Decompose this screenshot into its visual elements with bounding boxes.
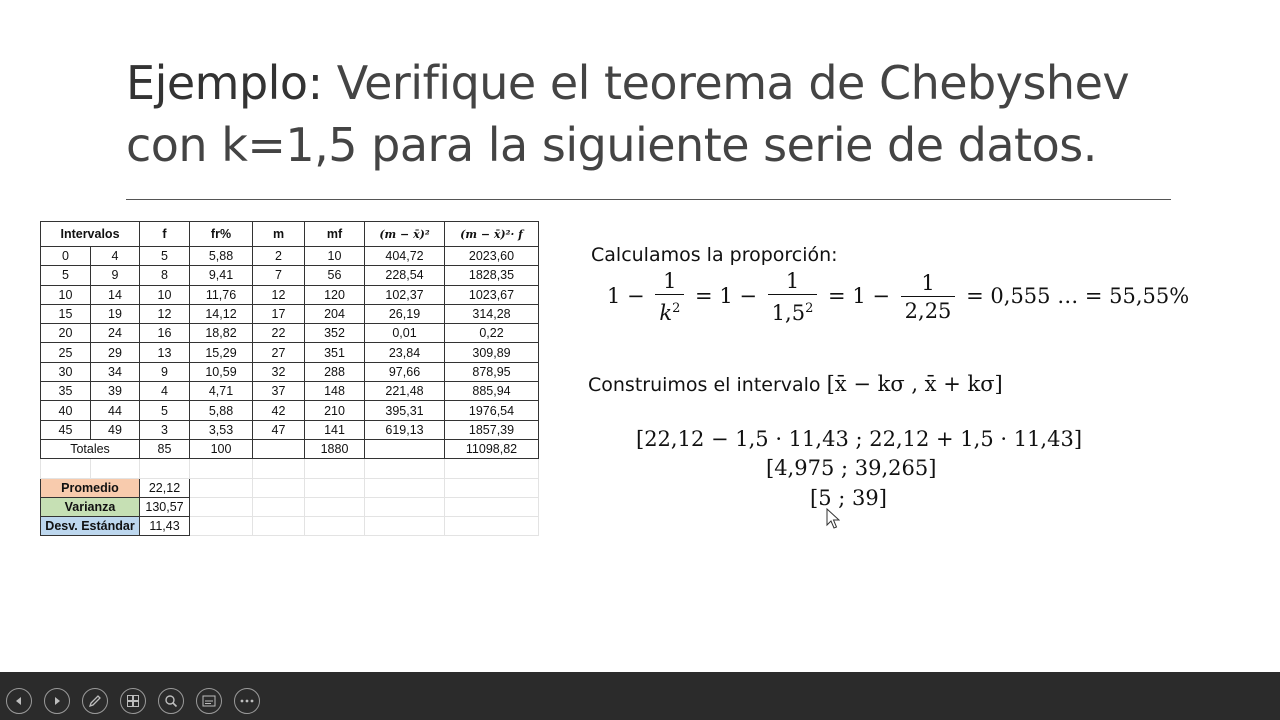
table-cell: 14,12 <box>190 304 253 323</box>
interval-line-1: [22,12 − 1,5 · 11,43 ; 22,12 + 1,5 · 11,43] <box>636 427 1083 451</box>
table-cell: 30 <box>41 362 91 381</box>
totals-mf: 1880 <box>305 439 365 458</box>
empty-cell <box>365 439 445 458</box>
table-cell: 56 <box>305 266 365 285</box>
totals-label: Totales <box>41 439 140 458</box>
promedio-label: Promedio <box>41 478 140 497</box>
table-cell: 5 <box>41 266 91 285</box>
intervalo-formula: [x̄ − kσ , x̄ + kσ] <box>826 372 1003 396</box>
totals-sum: 11098,82 <box>445 439 539 458</box>
title-line2: con k=1,5 para la siguiente serie de datos. <box>126 118 1097 172</box>
table-cell: 49 <box>91 420 140 439</box>
fraction-2-25: $\frac{1}{2,25}$ <box>901 270 956 325</box>
interval-line-2: [4,975 ; 39,265] <box>766 456 937 480</box>
table-cell: 27 <box>253 343 305 362</box>
table-cell: 10 <box>140 285 190 304</box>
table-cell: 120 <box>305 285 365 304</box>
table-cell: 351 <box>305 343 365 362</box>
empty-cell <box>140 459 190 478</box>
table-cell: 35 <box>41 382 91 401</box>
column-header: Intervalos <box>41 222 140 247</box>
previous-icon[interactable] <box>6 688 32 714</box>
subtitles-icon[interactable] <box>196 688 222 714</box>
totals-row <box>41 439 539 458</box>
empty-cell <box>253 497 305 516</box>
table-cell: 10 <box>305 247 365 266</box>
empty-cell <box>305 517 365 536</box>
table-cell: 47 <box>253 420 305 439</box>
table-cell: 42 <box>253 401 305 420</box>
table-cell: 23,84 <box>365 343 445 362</box>
table-cell: 22 <box>253 324 305 343</box>
empty-cell <box>365 459 445 478</box>
table-cell: 5,88 <box>190 401 253 420</box>
table-cell: 7 <box>253 266 305 285</box>
empty-cell <box>190 497 253 516</box>
table-cell: 19 <box>91 304 140 323</box>
table-cell: 12 <box>253 285 305 304</box>
table-row <box>41 304 539 323</box>
table-cell: 16 <box>140 324 190 343</box>
stat-row-promedio <box>41 478 539 497</box>
table-cell: 9,41 <box>190 266 253 285</box>
table-cell: 15 <box>41 304 91 323</box>
table-cell: 395,31 <box>365 401 445 420</box>
table-row <box>41 420 539 439</box>
empty-cell <box>365 497 445 516</box>
table-cell: 18,82 <box>190 324 253 343</box>
table-cell: 4,71 <box>190 382 253 401</box>
table-cell: 0 <box>41 247 91 266</box>
table-cell: 97,66 <box>365 362 445 381</box>
table-cell: 37 <box>253 382 305 401</box>
column-header: fr% <box>190 222 253 247</box>
stat-row-desv-estandar <box>41 517 539 536</box>
presentation-toolbar <box>0 672 1280 720</box>
stat-row-varianza <box>41 497 539 516</box>
table-cell: 1828,35 <box>445 266 539 285</box>
empty-cell <box>253 459 305 478</box>
table-cell: 878,95 <box>445 362 539 381</box>
table-cell: 619,13 <box>365 420 445 439</box>
table-cell: 221,48 <box>365 382 445 401</box>
empty-cell <box>445 517 539 536</box>
table-cell: 1857,39 <box>445 420 539 439</box>
proporcion-equation: 1 − $\frac{1}{k^2}$ = 1 − $\frac{1}{1,5^2}$ = 1 − $\frac{1}{2,25}$ = 0,555 … = 55,55% <box>607 269 1190 325</box>
table-cell: 9 <box>140 362 190 381</box>
empty-cell <box>190 478 253 497</box>
interval-line-3: [5 ; 39] <box>810 486 887 510</box>
intervalo-label: Construimos el intervalo [x̄ − kσ , x̄ + kσ] <box>588 372 1003 396</box>
table-cell: 10 <box>41 285 91 304</box>
table-cell: 204 <box>305 304 365 323</box>
varianza-label: Varianza <box>41 497 140 516</box>
table-row <box>41 382 539 401</box>
empty-cell <box>190 459 253 478</box>
table-cell: 20 <box>41 324 91 343</box>
promedio-value: 22,12 <box>140 478 190 497</box>
empty-cell <box>41 459 91 478</box>
table-cell: 1023,67 <box>445 285 539 304</box>
table-cell: 314,28 <box>445 304 539 323</box>
column-header: f <box>140 222 190 247</box>
table-cell: 25 <box>41 343 91 362</box>
table-cell: 102,37 <box>365 285 445 304</box>
title-line1: Verifique el teorema de Chebyshev <box>322 56 1130 110</box>
table-row <box>41 343 539 362</box>
title-divider <box>126 199 1171 200</box>
mouse-cursor-icon <box>826 508 840 530</box>
table-cell: 15,29 <box>190 343 253 362</box>
zoom-icon[interactable] <box>158 688 184 714</box>
empty-cell <box>253 439 305 458</box>
table-cell: 8 <box>140 266 190 285</box>
table-cell: 4 <box>91 247 140 266</box>
table-row <box>41 362 539 381</box>
table-cell: 39 <box>91 382 140 401</box>
empty-cell <box>305 497 365 516</box>
table-cell: 34 <box>91 362 140 381</box>
frequency-table <box>40 221 539 536</box>
table-cell: 5 <box>140 247 190 266</box>
next-icon[interactable] <box>44 688 70 714</box>
varianza-value: 130,57 <box>140 497 190 516</box>
table-cell: 309,89 <box>445 343 539 362</box>
table-cell: 148 <box>305 382 365 401</box>
column-header: mf <box>305 222 365 247</box>
table-cell: 288 <box>305 362 365 381</box>
empty-cell <box>365 517 445 536</box>
more-icon[interactable] <box>234 688 260 714</box>
table-cell: 404,72 <box>365 247 445 266</box>
table-cell: 141 <box>305 420 365 439</box>
eq-one-minus: 1 − <box>607 284 645 308</box>
proporcion-label: Calculamos la proporción: <box>591 244 838 266</box>
desv-estandar-value: 11,43 <box>140 517 190 536</box>
desv-estandar-label: Desv. Estándar <box>41 517 140 536</box>
pen-icon[interactable] <box>82 688 108 714</box>
table-row <box>41 324 539 343</box>
table-cell: 352 <box>305 324 365 343</box>
empty-cell <box>305 459 365 478</box>
empty-cell <box>445 497 539 516</box>
table-row <box>41 266 539 285</box>
table-cell: 12 <box>140 304 190 323</box>
table-cell: 9 <box>91 266 140 285</box>
fraction-1-5: $\frac{1}{1,5^2}$ <box>768 268 818 327</box>
empty-cell <box>445 459 539 478</box>
table-cell: 24 <box>91 324 140 343</box>
table-row <box>41 401 539 420</box>
empty-cell <box>253 478 305 497</box>
table-cell: 29 <box>91 343 140 362</box>
column-header: (m − x̄)²· f <box>445 222 539 247</box>
table-cell: 40 <box>41 401 91 420</box>
fraction-k: $\frac{1}{k^2}$ <box>655 268 684 327</box>
slide-title <box>126 52 1186 176</box>
table-cell: 45 <box>41 420 91 439</box>
table-cell: 3,53 <box>190 420 253 439</box>
totals-fr: 100 <box>190 439 253 458</box>
table-header-row <box>41 222 539 247</box>
empty-cell <box>190 517 253 536</box>
blank-row <box>41 459 539 478</box>
table-cell: 13 <box>140 343 190 362</box>
table-cell: 14 <box>91 285 140 304</box>
table-cell: 2023,60 <box>445 247 539 266</box>
spreadsheet-table <box>40 221 539 536</box>
empty-cell <box>253 517 305 536</box>
table-row <box>41 285 539 304</box>
table-cell: 2 <box>253 247 305 266</box>
table-row <box>41 247 539 266</box>
empty-cell <box>305 478 365 497</box>
table-cell: 10,59 <box>190 362 253 381</box>
eq-result: 0,555 … = 55,55% <box>990 284 1190 308</box>
table-cell: 26,19 <box>365 304 445 323</box>
title-prefix: Ejemplo: <box>126 56 323 110</box>
empty-cell <box>445 478 539 497</box>
table-cell: 0,01 <box>365 324 445 343</box>
table-cell: 5,88 <box>190 247 253 266</box>
table-cell: 32 <box>253 362 305 381</box>
slides-icon[interactable] <box>120 688 146 714</box>
table-cell: 0,22 <box>445 324 539 343</box>
table-cell: 885,94 <box>445 382 539 401</box>
empty-cell <box>365 478 445 497</box>
table-cell: 11,76 <box>190 285 253 304</box>
totals-f: 85 <box>140 439 190 458</box>
empty-cell <box>91 459 140 478</box>
table-cell: 17 <box>253 304 305 323</box>
table-cell: 1976,54 <box>445 401 539 420</box>
column-header: m <box>253 222 305 247</box>
table-cell: 5 <box>140 401 190 420</box>
table-cell: 4 <box>140 382 190 401</box>
table-cell: 210 <box>305 401 365 420</box>
column-header: (m − x̄)² <box>365 222 445 247</box>
table-cell: 228,54 <box>365 266 445 285</box>
table-cell: 44 <box>91 401 140 420</box>
table-cell: 3 <box>140 420 190 439</box>
